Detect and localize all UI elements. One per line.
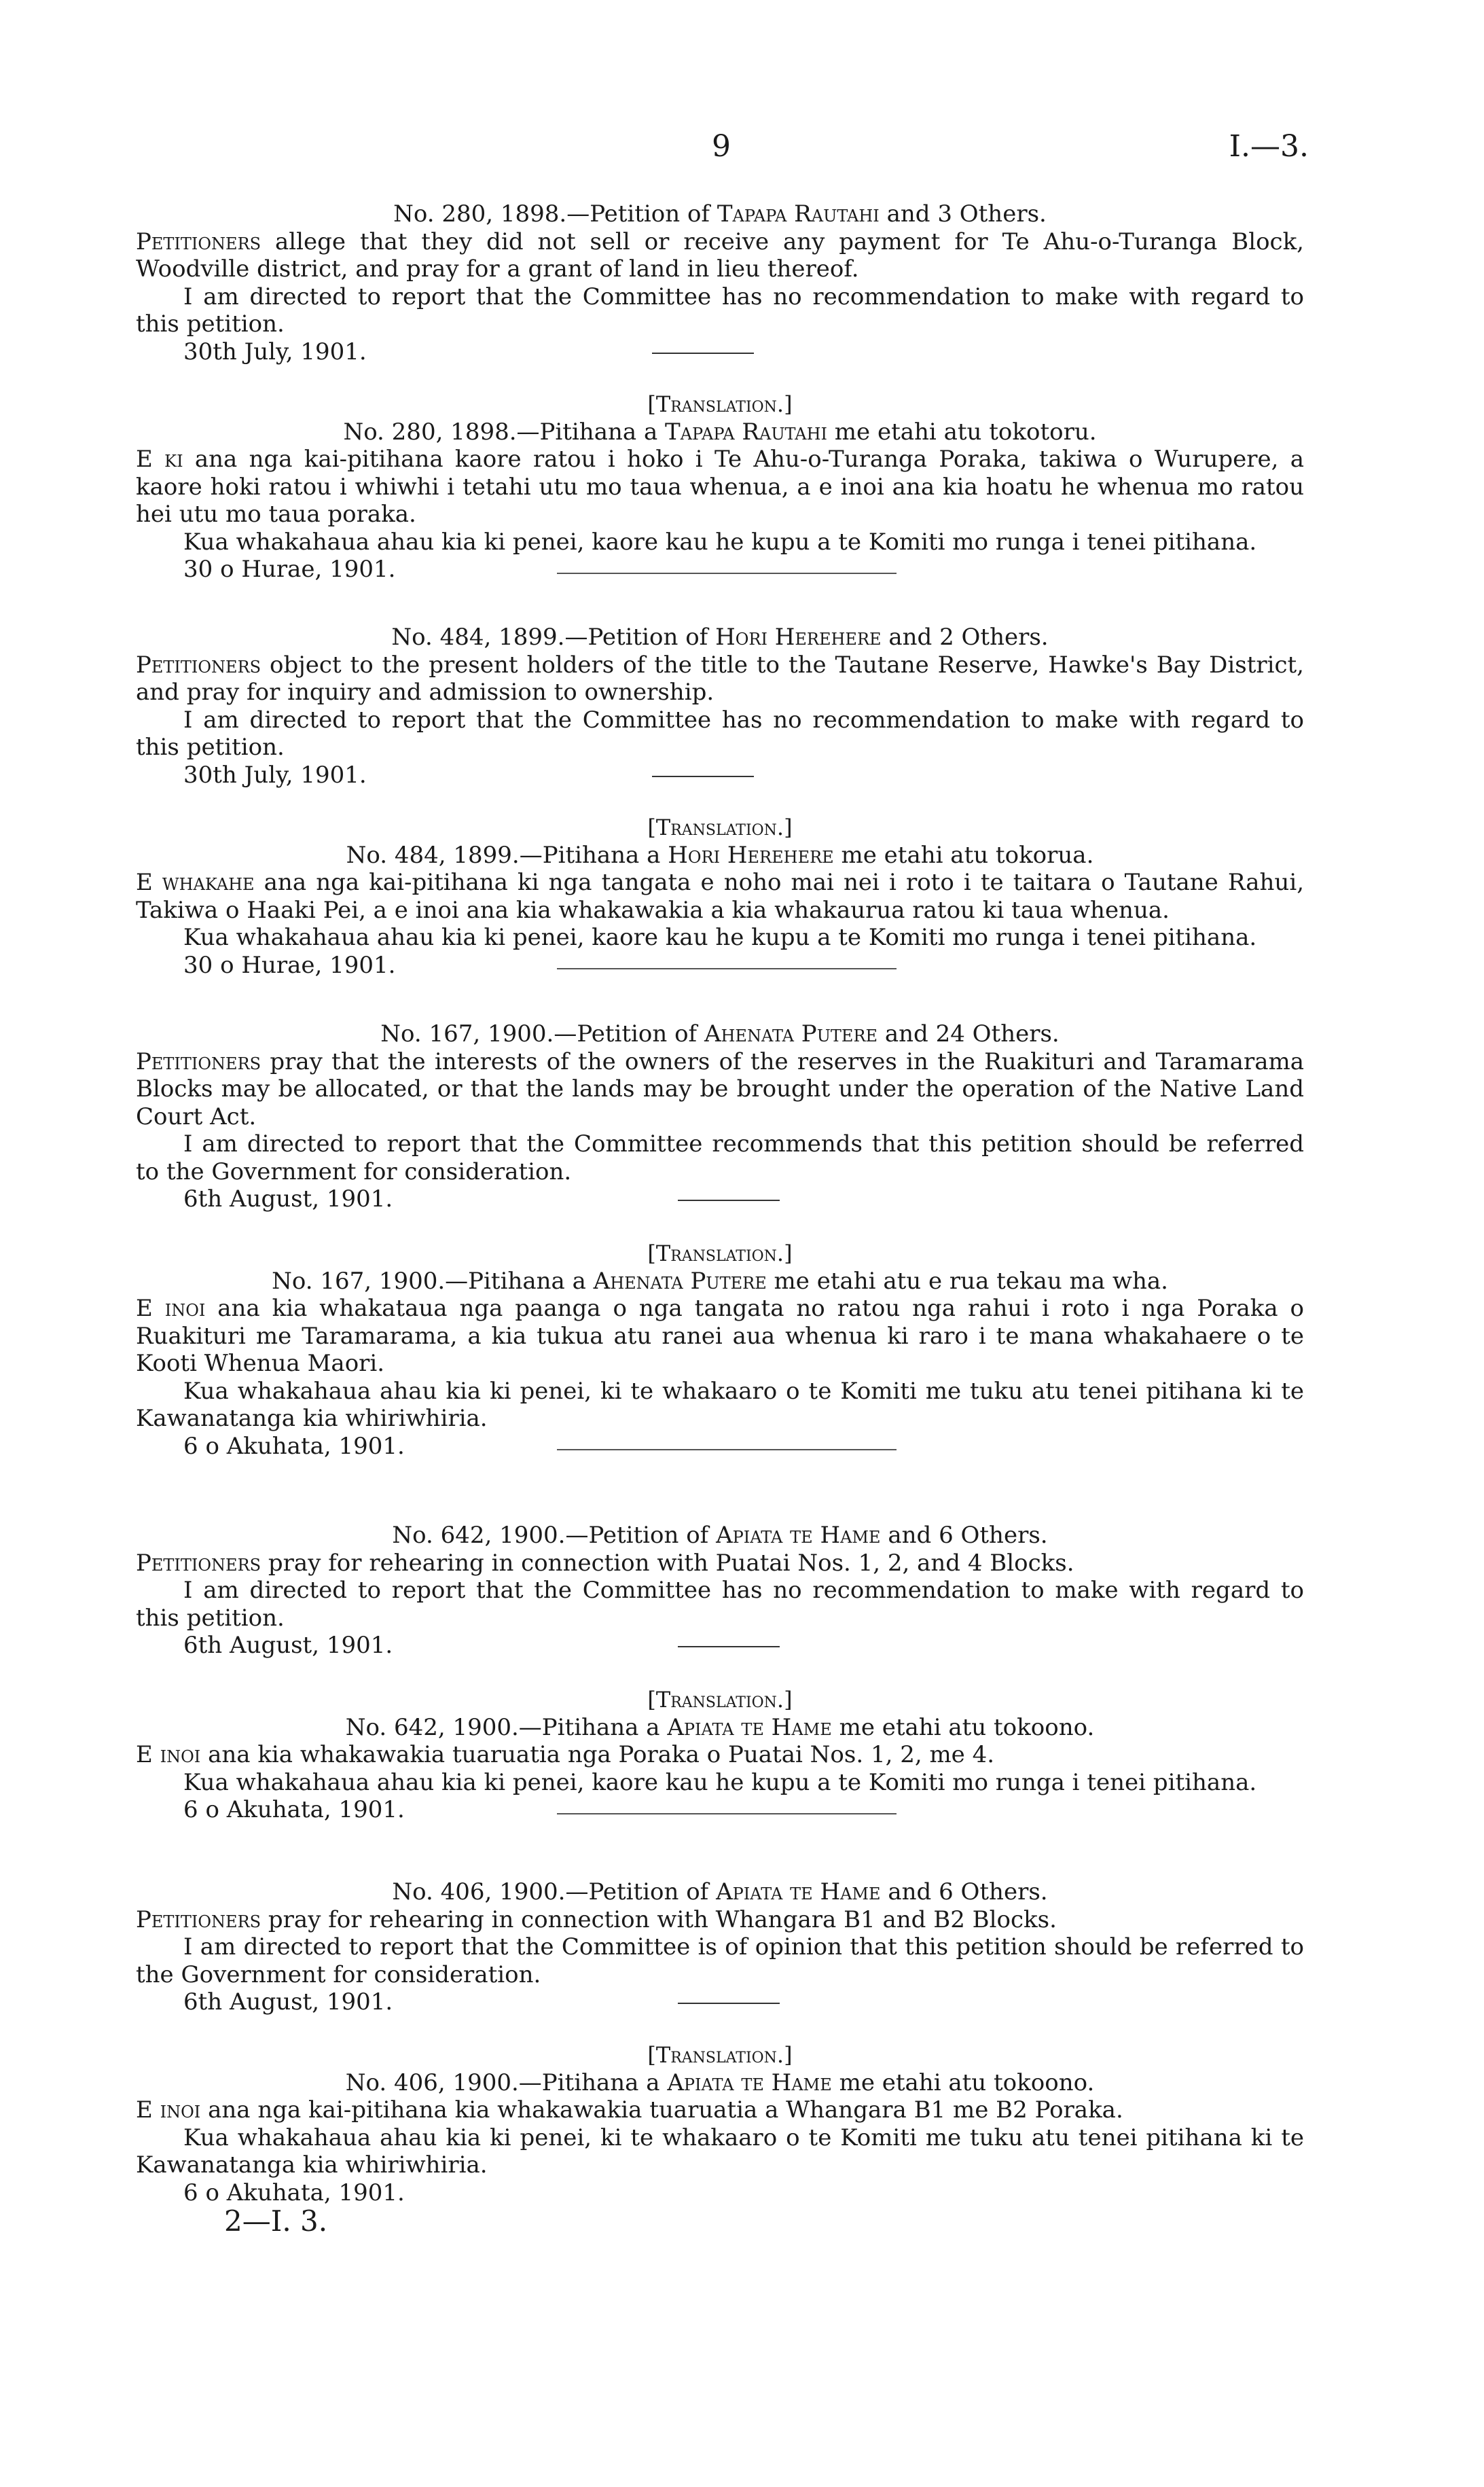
signature-mark: 2—I. 3. bbox=[224, 2204, 328, 2238]
translation-summary: E inoi ana kia whakawakia tuaruatia nga Poraka o Puatai Nos. 1, 2, me 4. bbox=[136, 1741, 995, 1768]
section-divider bbox=[678, 2003, 780, 2004]
translation-title: No. 167, 1900.—Pitihana a Ahenata Putere me etahi atu e rua tekau ma wha. bbox=[272, 1267, 1168, 1295]
translation-title: No. 406, 1900.—Pitihana a Apiata te Hame me etahi atu tokoono. bbox=[345, 2069, 1095, 2096]
translation-label: [Translation.] bbox=[647, 391, 793, 417]
translation-title: No. 484, 1899.—Pitihana a Hori Herehere me etahi atu tokorua. bbox=[346, 841, 1094, 869]
report-date: 6th August, 1901. bbox=[136, 1988, 1304, 2016]
petition-title: No. 484, 1899.—Petition of Hori Herehere and 2 Others. bbox=[391, 624, 1049, 651]
petition-title: No. 642, 1900.—Petition of Apiata te Hame and 6 Others. bbox=[392, 1522, 1048, 1549]
section-divider bbox=[652, 776, 754, 777]
report-date: 30th July, 1901. bbox=[136, 762, 1304, 789]
series-reference: I.—3. bbox=[1229, 129, 1309, 164]
committee-report: I am directed to report that the Committee recommends that this petition should be referred to the Government for consideration. bbox=[136, 1130, 1304, 1185]
section-divider bbox=[678, 1646, 780, 1647]
committee-report: I am directed to report that the Committee has no recommendation to make with regard to this petition. bbox=[136, 1577, 1304, 1632]
translation-date: 6 o Akuhata, 1901. bbox=[183, 2179, 405, 2206]
petition-title: No. 280, 1898.—Petition of Tapapa Rautahi and 3 Others. bbox=[393, 200, 1047, 228]
petition-summary: Petitioners object to the present holders of the title to the Tautane Reserve, Hawke's Bay District, and pray for inquiry and admission to ownership. bbox=[136, 651, 1304, 706]
translation-summary: E ki ana nga kai-pitihana kaore ratou i hoko i Te Ahu-o-Turanga Poraka, takiwa o Wurupere, a kaore hoki ratou i whiwhi i tetahi utu mo taua whenua, a e inoi ana kia hoatu he whenua mo ratou hei utu mo taua poraka. bbox=[136, 446, 1304, 528]
section-divider bbox=[678, 1200, 780, 1201]
translation-report: Kua whakahaua ahau kia ki penei, kaore kau he kupu a te Komiti mo runga i tenei pitihana. bbox=[183, 528, 1257, 556]
translation-label: [Translation.] bbox=[647, 2042, 793, 2068]
petition-642-english bbox=[136, 1522, 1304, 1660]
petition-484-translation bbox=[136, 814, 1305, 979]
petition-167-translation bbox=[136, 1240, 1304, 1460]
translation-date: 6 o Akuhata, 1901. bbox=[183, 1796, 405, 1823]
petition-406-translation bbox=[136, 2041, 1304, 2236]
petition-summary: Petitioners pray that the interests of the owners of the reserves in the Ruakituri and Taramarama Blocks may be allocated, or that the lands may be brought under the operation of the Native Land Court Act. bbox=[136, 1048, 1304, 1130]
translation-date: 30 o Hurae, 1901. bbox=[183, 951, 396, 979]
petition-summary: Petitioners pray for rehearing in connection with Puatai Nos. 1, 2, and 4 Blocks. bbox=[136, 1549, 1074, 1577]
report-date: 30th July, 1901. bbox=[136, 338, 1304, 366]
translation-label: [Translation.] bbox=[647, 1240, 793, 1266]
petition-summary: Petitioners allege that they did not sell or receive any payment for Te Ahu-o-Turanga Block, Woodville district, and pray for a grant of land in lieu thereof. bbox=[136, 228, 1304, 283]
translation-title: No. 642, 1900.—Pitihana a Apiata te Hame me etahi atu tokoono. bbox=[345, 1713, 1095, 1741]
committee-report: I am directed to report that the Committee is of opinion that this petition should be referred to the Government for consideration. bbox=[136, 1933, 1304, 1988]
translation-report: Kua whakahaua ahau kia ki penei, ki te whakaaro o te Komiti me tuku atu tenei pitihana ki te Kawanatanga kia whiriwhiria. bbox=[136, 1377, 1304, 1432]
committee-report: I am directed to report that the Committee has no recommendation to make with regard to this petition. bbox=[136, 706, 1304, 761]
translation-report: Kua whakahaua ahau kia ki penei, kaore kau he kupu a te Komiti mo runga i tenei pitihana. bbox=[183, 1768, 1257, 1796]
petition-title: No. 167, 1900.—Petition of Ahenata Putere and 24 Others. bbox=[380, 1020, 1060, 1048]
petition-280-english bbox=[136, 200, 1304, 365]
petition-title: No. 406, 1900.—Petition of Apiata te Hame and 6 Others. bbox=[392, 1878, 1048, 1905]
petition-642-translation bbox=[136, 1686, 1304, 1823]
translation-summary: E whakahe ana nga kai-pitihana ki nga tangata e noho mai nei i roto i te taitara o Tautane Rahui, Takiwa o Haaki Pei, a e inoi ana kia whakawakia a kia whakaurua ratou ki taua whenua. bbox=[136, 869, 1305, 924]
petition-406-english bbox=[136, 1878, 1304, 2016]
translation-summary: E inoi ana kia whakataua nga paanga o nga tangata no ratou nga rahui i roto i nga Poraka o Ruakituri me Taramarama, a kia tukua atu ranei aua whenua ki raro i te mana whakahaere o te Kooti Whenua Maori. bbox=[136, 1295, 1304, 1377]
committee-report: I am directed to report that the Committee has no recommendation to make with regard to this petition. bbox=[136, 283, 1304, 338]
translation-date: 30 o Hurae, 1901. bbox=[183, 556, 396, 583]
translation-label: [Translation.] bbox=[647, 1687, 793, 1713]
translation-report: Kua whakahaua ahau kia ki penei, kaore kau he kupu a te Komiti mo runga i tenei pitihana. bbox=[183, 924, 1257, 951]
report-date: 6th August, 1901. bbox=[136, 1185, 1304, 1213]
petition-167-english bbox=[136, 1020, 1304, 1213]
translation-date: 6 o Akuhata, 1901. bbox=[183, 1432, 405, 1460]
section-divider bbox=[652, 353, 754, 354]
petition-summary: Petitioners pray for rehearing in connection with Whangara B1 and B2 Blocks. bbox=[136, 1905, 1057, 1933]
translation-label: [Translation.] bbox=[647, 815, 793, 840]
translation-report: Kua whakahaua ahau kia ki penei, ki te whakaaro o te Komiti me tuku atu tenei pitihana ki te Kawanatanga kia whiriwhiria. bbox=[136, 2124, 1304, 2179]
translation-title: No. 280, 1898.—Pitihana a Tapapa Rautahi me etahi atu tokotoru. bbox=[343, 418, 1097, 446]
translation-summary: E inoi ana nga kai-pitihana kia whakawakia tuaruatia a Whangara B1 me B2 Poraka. bbox=[136, 2096, 1123, 2124]
page-number: 9 bbox=[712, 129, 731, 164]
petition-484-english bbox=[136, 624, 1304, 789]
report-date: 6th August, 1901. bbox=[136, 1632, 1304, 1660]
petition-280-translation bbox=[136, 391, 1304, 583]
